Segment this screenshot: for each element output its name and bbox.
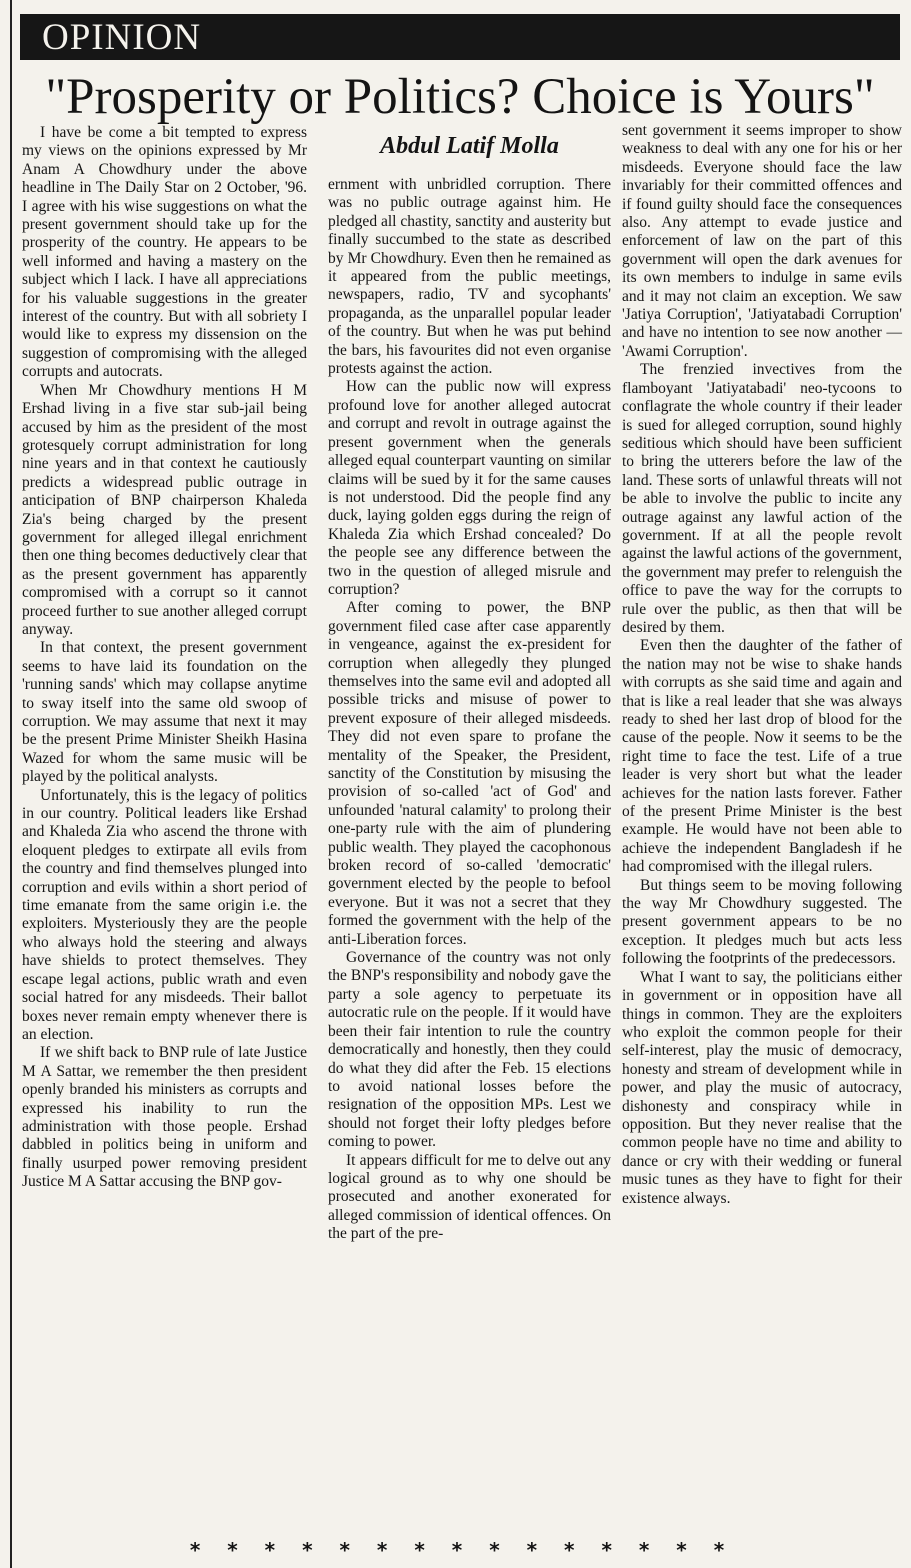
end-separator: * * * * * * * * * * * * * * * — [189, 1538, 735, 1562]
section-banner — [20, 14, 900, 60]
paragraph: After coming to power, the BNP government filed case after case apparently in vengeance, against the ex-president for corruption when allegedly they plunged themselves into the same evil and adopted all possible tricks and misuse of power to prevent exposure of their alleged misdeeds. They did not even spare to profane the mentality of the Speaker, the President, sanctity of the Constitution by misusing the provision of so-called 'act of God' and unfounded 'natural calamity' to prolong their one-party rule with the aim of plundering public wealth. They played the cacophonous broken record of so-called 'democratic' government elected by the people to befool everyone. But it was not a secret that they formed the government with the help of the anti-Liberation forces. — [328, 599, 611, 948]
paragraph: sent government it seems improper to show weakness to deal with any one for his or her misdeeds. Everyone should face the law invariably for their committed offences and if found guilty should face the consequences also. Any attempt to evade justice and enforcement of law on the part of this government will open the dark avenues for its own members to indulge in same evils and it may not claim an exception. We saw 'Jatiya Corruption', 'Jatiyatabadi Corruption' and have no intention to see now another — 'Awami Corruption'. — [622, 122, 902, 360]
paragraph: If we shift back to BNP rule of late Justice M A Sattar, we remember the then president openly branded his ministers as corrupts and expressed his inability to run the administration with those people. Ershad dabbled in politics being in uniform and finally usurped power removing president Justice M A Sattar accusing the BNP gov- — [22, 1044, 307, 1191]
paragraph: In that context, the present government seems to have laid its foundation on the 'running sands' which may collapse anytime to sway itself into the same old swoop of corruption. We may assume that next it may be the present Prime Minister Sheikh Hasina Wazed for whom the same music will be played by the political analysts. — [22, 639, 307, 786]
paragraph: I have be come a bit tempted to express my views on the opinions expressed by Mr Anam A Chowdhury under the above headline in The Daily Star on 2 October, '96. I agree with his wise suggestions on what the present government should take up for the prosperity of the country. He appears to be well informed and having a mastery on the subject which I lack. I have all appreciations for his valuable suggestions in the greater interest of the country. But with all sobriety I would like to express my dissension on the suggestion of compromising with the alleged corrupts and autocrats. — [22, 124, 307, 381]
article-column-3 — [622, 122, 902, 1208]
paragraph: Unfortunately, this is the legacy of politics in our country. Political leaders like Ershad and Khaleda Zia who ascend the throne with eloquent pledges to extirpate all evils from the country and find themselves plunged into corruption and evils within a short period of time emanate from the same origin i.e. the exploiters. Mysteriously they are the people who always hold the steering and always have shields to protect themselves. They escape legal actions, public wrath and even social hatred for any misdeeds. Their ballot boxes never remain empty whenever there is an election. — [22, 786, 307, 1043]
article-column-1 — [22, 124, 307, 1192]
paragraph: What I want to say, the politicians either in government or in opposition have all things in common. They are the exploiters who exploit the common people for their self-interest, play the music of democracy, honesty and stream of development while in power, and play the music of autocracy, dishonesty and conspiracy while in opposition. But they never realise that the common people have no time and ability to dance or cry with their wedding or funeral music tunes as they have to fight for their existence always. — [622, 968, 902, 1207]
section-label: OPINION — [42, 17, 202, 58]
paragraph: But things seem to be moving following the way Mr Chowdhury suggested. The present government appears to be no exception. It pledges much but acts less following the footprints of the predecessors. — [622, 876, 902, 968]
paragraph: ernment with unbridled corruption. There was no public outrage against him. He pledged all chastity, sanctity and austerity but finally succumbed to the state as described by Mr Chowdhury. Even then he remained as it appeared from the public meetings, newspapers, radio, TV and sycophants' propaganda, as the unparallel popular leader of the country. But when he was put behind the bars, his favourites did not even organise protests against the action. — [328, 176, 611, 378]
byline: Abdul Latif Molla — [380, 133, 559, 159]
paragraph: When Mr Chowdhury mentions H M Ershad living in a five star sub-jail being accused by him as the president of the most grotesquely corrupt administration for long nine years and in that context he cautiously predicts a widespread public outrage in anticipation of BNP chairperson Khaleda Zia's being charged by the present government for alleged illegal enrichment then one thing becomes deductively clear that as the present government has apparently compromised with a corrupt so it cannot proceed further to sue another alleged corrupt anyway. — [22, 381, 307, 638]
article-column-2 — [328, 176, 611, 1244]
headline: "Prosperity or Politics? Choice is Yours" — [45, 69, 875, 125]
newspaper-page — [10, 0, 903, 1568]
paragraph: Governance of the country was not only the BNP's responsibility and nobody gave the party a sole agency to perpetuate its autocratic rule on the people. If it would have been their fair intention to rule the country democratically and honestly, then they could do what they did after the Feb. 15 elections to avoid national losses before the resignation of the opposition MPs. Lest we should not forget their lofty pledges before coming to power. — [328, 949, 611, 1151]
paragraph: The frenzied invectives from the flamboyant 'Jatiyatabadi' neo-tycoons to conflagrate the whole country if their leader is sued for alleged corruption, sound highly seditious which should have been sufficient to bring the utterers before the law of the land. These sorts of unlawful threats will not be able to involve the public to incite any outrage against any lawful action of the government. If at all the people revolt against the lawful actions of the government, the government may prefer to relenguish the office to pave the way for the corrupts to rule over the public, as then that will be desired by them. — [622, 361, 902, 636]
paragraph: How can the public now will express profound love for another alleged autocrat and corrupt and revolt in outrage against the present government when the generals alleged equal counterpart vaunting on similar claims will be sued by it for the same causes is not understood. Did the people find any duck, laying golden eggs during the reign of Khaleda Zia which Ershad concealed? Do the people see any difference between the two in the question of alleged misrule and corruption? — [328, 378, 611, 598]
paragraph: Even then the daughter of the father of the nation may not be wise to shake hands with corrupts as she said time and again and that is like a real leader that she was always ready to shed her last drop of blood for the cause of the people. Now it seems to be the right time to face the test. Life of a true leader is very short but what the leader achieves for the nation lasts forever. Father of the present Prime Minister is the best example. He would have not been able to achieve the independent Bangladesh if he had compromised with the illegal rulers. — [622, 637, 902, 876]
paragraph: It appears difficult for me to delve out any logical ground as to why one should be prosecuted and another exonerated for alleged commission of identical offences. On the part of the pre- — [328, 1151, 611, 1243]
